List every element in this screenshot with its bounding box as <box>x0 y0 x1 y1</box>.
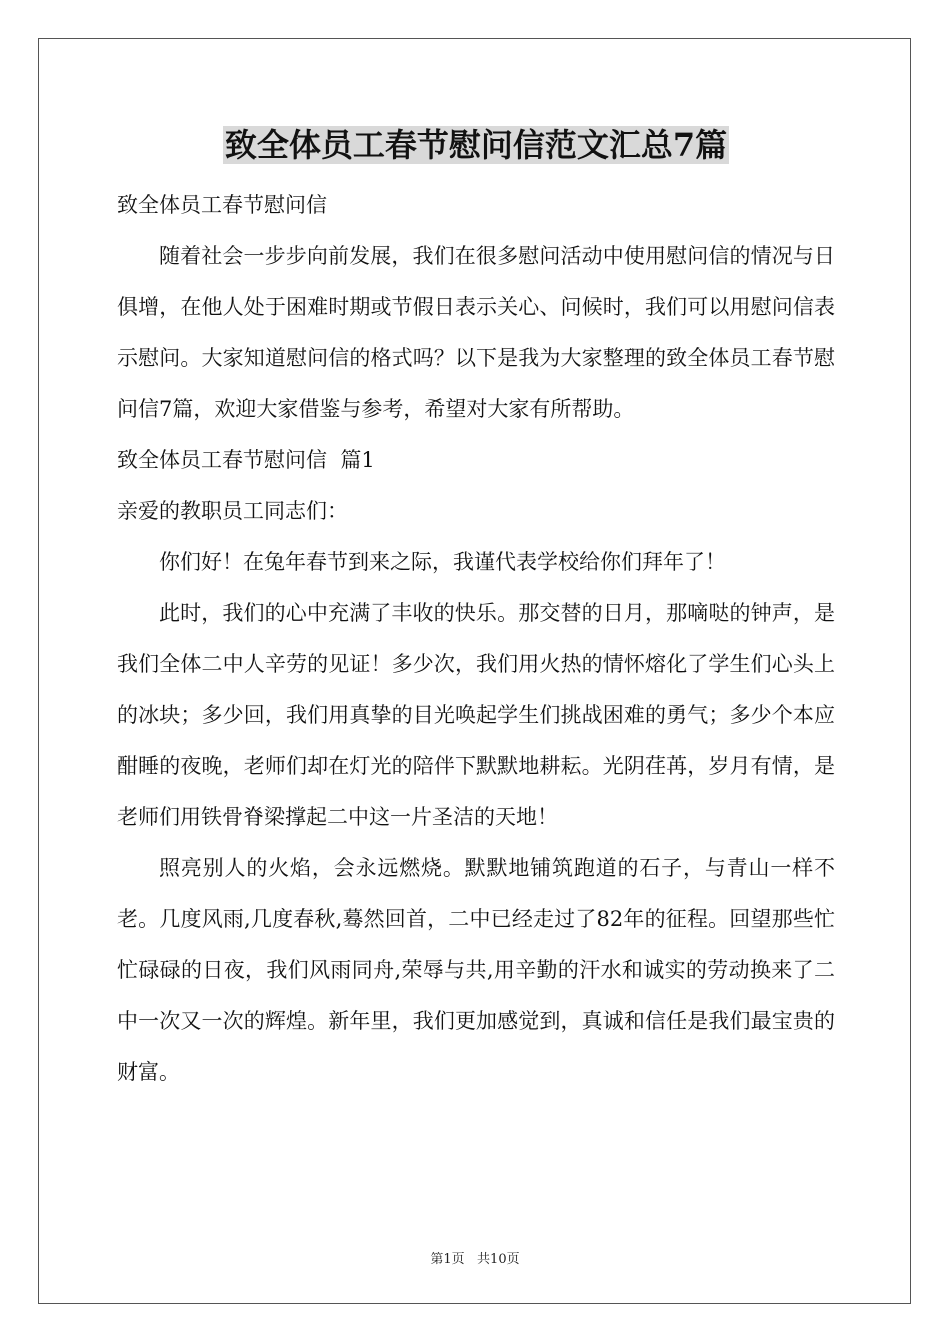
document-title: 致全体员工春节慰问信范文汇总7篇 <box>224 126 728 164</box>
paragraph-greeting: 你们好！在兔年春节到来之际，我谨代表学校给你们拜年了！ <box>159 550 726 574</box>
intro-paragraph: 随着社会一步步向前发展，我们在很多慰问活动中使用慰问信的情况与日俱增，在他人处于困难时期或节假日表示关心、问候时，我们可以用慰问信表示慰问。大家知道慰问信的格式吗？以下是我为大家整理的致全体员工春节慰问信7篇，欢迎大家借鉴与参考，希望对大家有所帮助。 <box>117 244 835 421</box>
subtitle: 致全体员工春节慰问信 <box>117 193 327 217</box>
paragraph-body-2: 照亮别人的火焰，会永远燃烧。默默地铺筑跑道的石子，与青山一样不老。几度风雨,几度春秋,蓦然回首，二中已经走过了82年的征程。回望那些忙忙碌碌的日夜，我们风雨同舟,荣辱与共,用辛勤的汗水和诚实的劳动换来了二中一次又一次的辉煌。新年里，我们更加感觉到，真诚和信任是我们最宝贵的财富。 <box>117 856 835 1084</box>
paragraph-body-1: 此时，我们的心中充满了丰收的快乐。那交替的日月，那嘀哒的钟声，是我们全体二中人辛劳的见证！多少次，我们用火热的情怀熔化了学生们心头上的冰块；多少回，我们用真挚的目光唤起学生们挑战困难的勇气；多少个本应酣睡的夜晚，老师们却在灯光的陪伴下默默地耕耘。光阴荏苒，岁月有情，是老师们用铁骨脊梁撑起二中这一片圣洁的天地！ <box>117 601 835 829</box>
document-body <box>117 120 835 1098</box>
page-number-footer: 第1页 共10页 <box>430 1252 520 1267</box>
salutation: 亲爱的教职员工同志们： <box>117 499 348 523</box>
section-heading: 致全体员工春节慰问信 篇1 <box>117 448 375 472</box>
